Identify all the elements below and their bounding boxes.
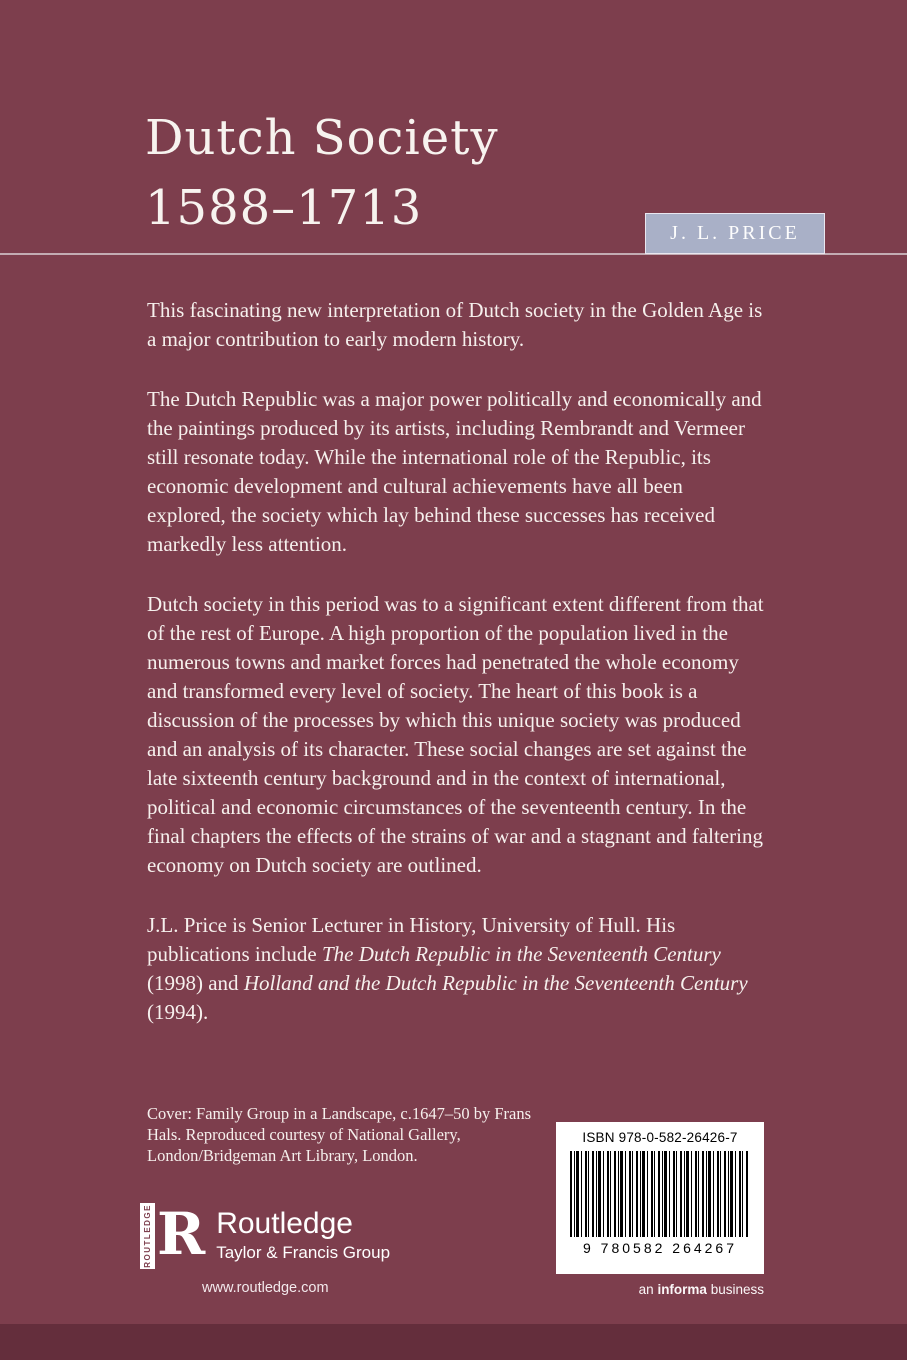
- isbn-number: ISBN 978-0-582-26426-7: [582, 1130, 738, 1145]
- informa-brand: informa: [657, 1282, 707, 1297]
- bio-book-title-2: Holland and the Dutch Republic in the Seventeenth Century: [243, 971, 748, 995]
- publisher-url: www.routledge.com: [202, 1280, 329, 1296]
- publisher-wordmark: [216, 1207, 390, 1269]
- isbn-block: [556, 1122, 764, 1274]
- author-badge: [645, 213, 825, 254]
- paragraph-republic: The Dutch Republic was a major power politically and economically and the paintings produced by its artists, including Rembrandt and Vermeer still resonate today. While the international role of the Republic, its economic development and cultural achievements have all been explored, the society which lay behind these successes has received markedly less attention.: [147, 387, 762, 556]
- routledge-vertical-strip: [140, 1203, 155, 1269]
- barcode-icon: [570, 1151, 750, 1237]
- back-cover-copy: [147, 296, 765, 1058]
- publisher-name: Routledge: [216, 1207, 353, 1240]
- bottom-shadow-band: [0, 1324, 907, 1360]
- paragraph-intro: This fascinating new interpretation of Dutch society in the Golden Age is a major contribution to early modern history.: [147, 298, 763, 351]
- informa-suffix: business: [706, 1282, 764, 1297]
- author-name: J. L. PRICE: [670, 222, 800, 244]
- paragraph-author-bio: [147, 911, 765, 1027]
- routledge-vertical-text: ROUTLEDGE: [143, 1204, 152, 1268]
- informa-prefix: an: [638, 1282, 658, 1297]
- publisher-group: Taylor & Francis Group: [216, 1243, 391, 1262]
- routledge-logo: [140, 1200, 391, 1269]
- bio-text-2: (1998) and: [147, 971, 244, 995]
- bio-text: J.L. Price is Senior Lecturer in History, University of Hull. His publications include: [147, 913, 676, 966]
- barcode-digits: 9 780582 264267: [583, 1240, 737, 1256]
- routledge-r-glyph: R: [157, 1200, 206, 1268]
- book-title: [145, 103, 499, 243]
- book-title-line1: Dutch Society: [145, 110, 499, 166]
- bio-book-title-1: The Dutch Republic in the Seventeenth Century: [321, 942, 721, 966]
- routledge-logo-icon: [140, 1200, 206, 1269]
- cover-image-credit: Cover: Family Group in a Landscape, c.1647–50 by Frans Hals. Reproduced courtesy of National Gallery, London/Bridgeman Art Library, London.: [147, 1104, 532, 1165]
- bio-text-3: (1994).: [147, 1000, 209, 1024]
- book-title-line2: 1588–1713: [145, 180, 423, 236]
- paragraph-society: Dutch society in this period was to a significant extent different from that of the rest of Europe. A high proportion of the population lived in the numerous towns and market forces had penetrated the whole economy and transformed every level of society. The heart of this book is a discussion of the processes by which this unique society was produced and an analysis of its character. These social changes are set against the late sixteenth century background and in the context of international, political and economic circumstances of the seventeenth century. In the final chapters the effects of the strains of war and a stagnant and faltering economy on Dutch society are outlined.: [147, 592, 764, 877]
- informa-tagline: [556, 1282, 764, 1297]
